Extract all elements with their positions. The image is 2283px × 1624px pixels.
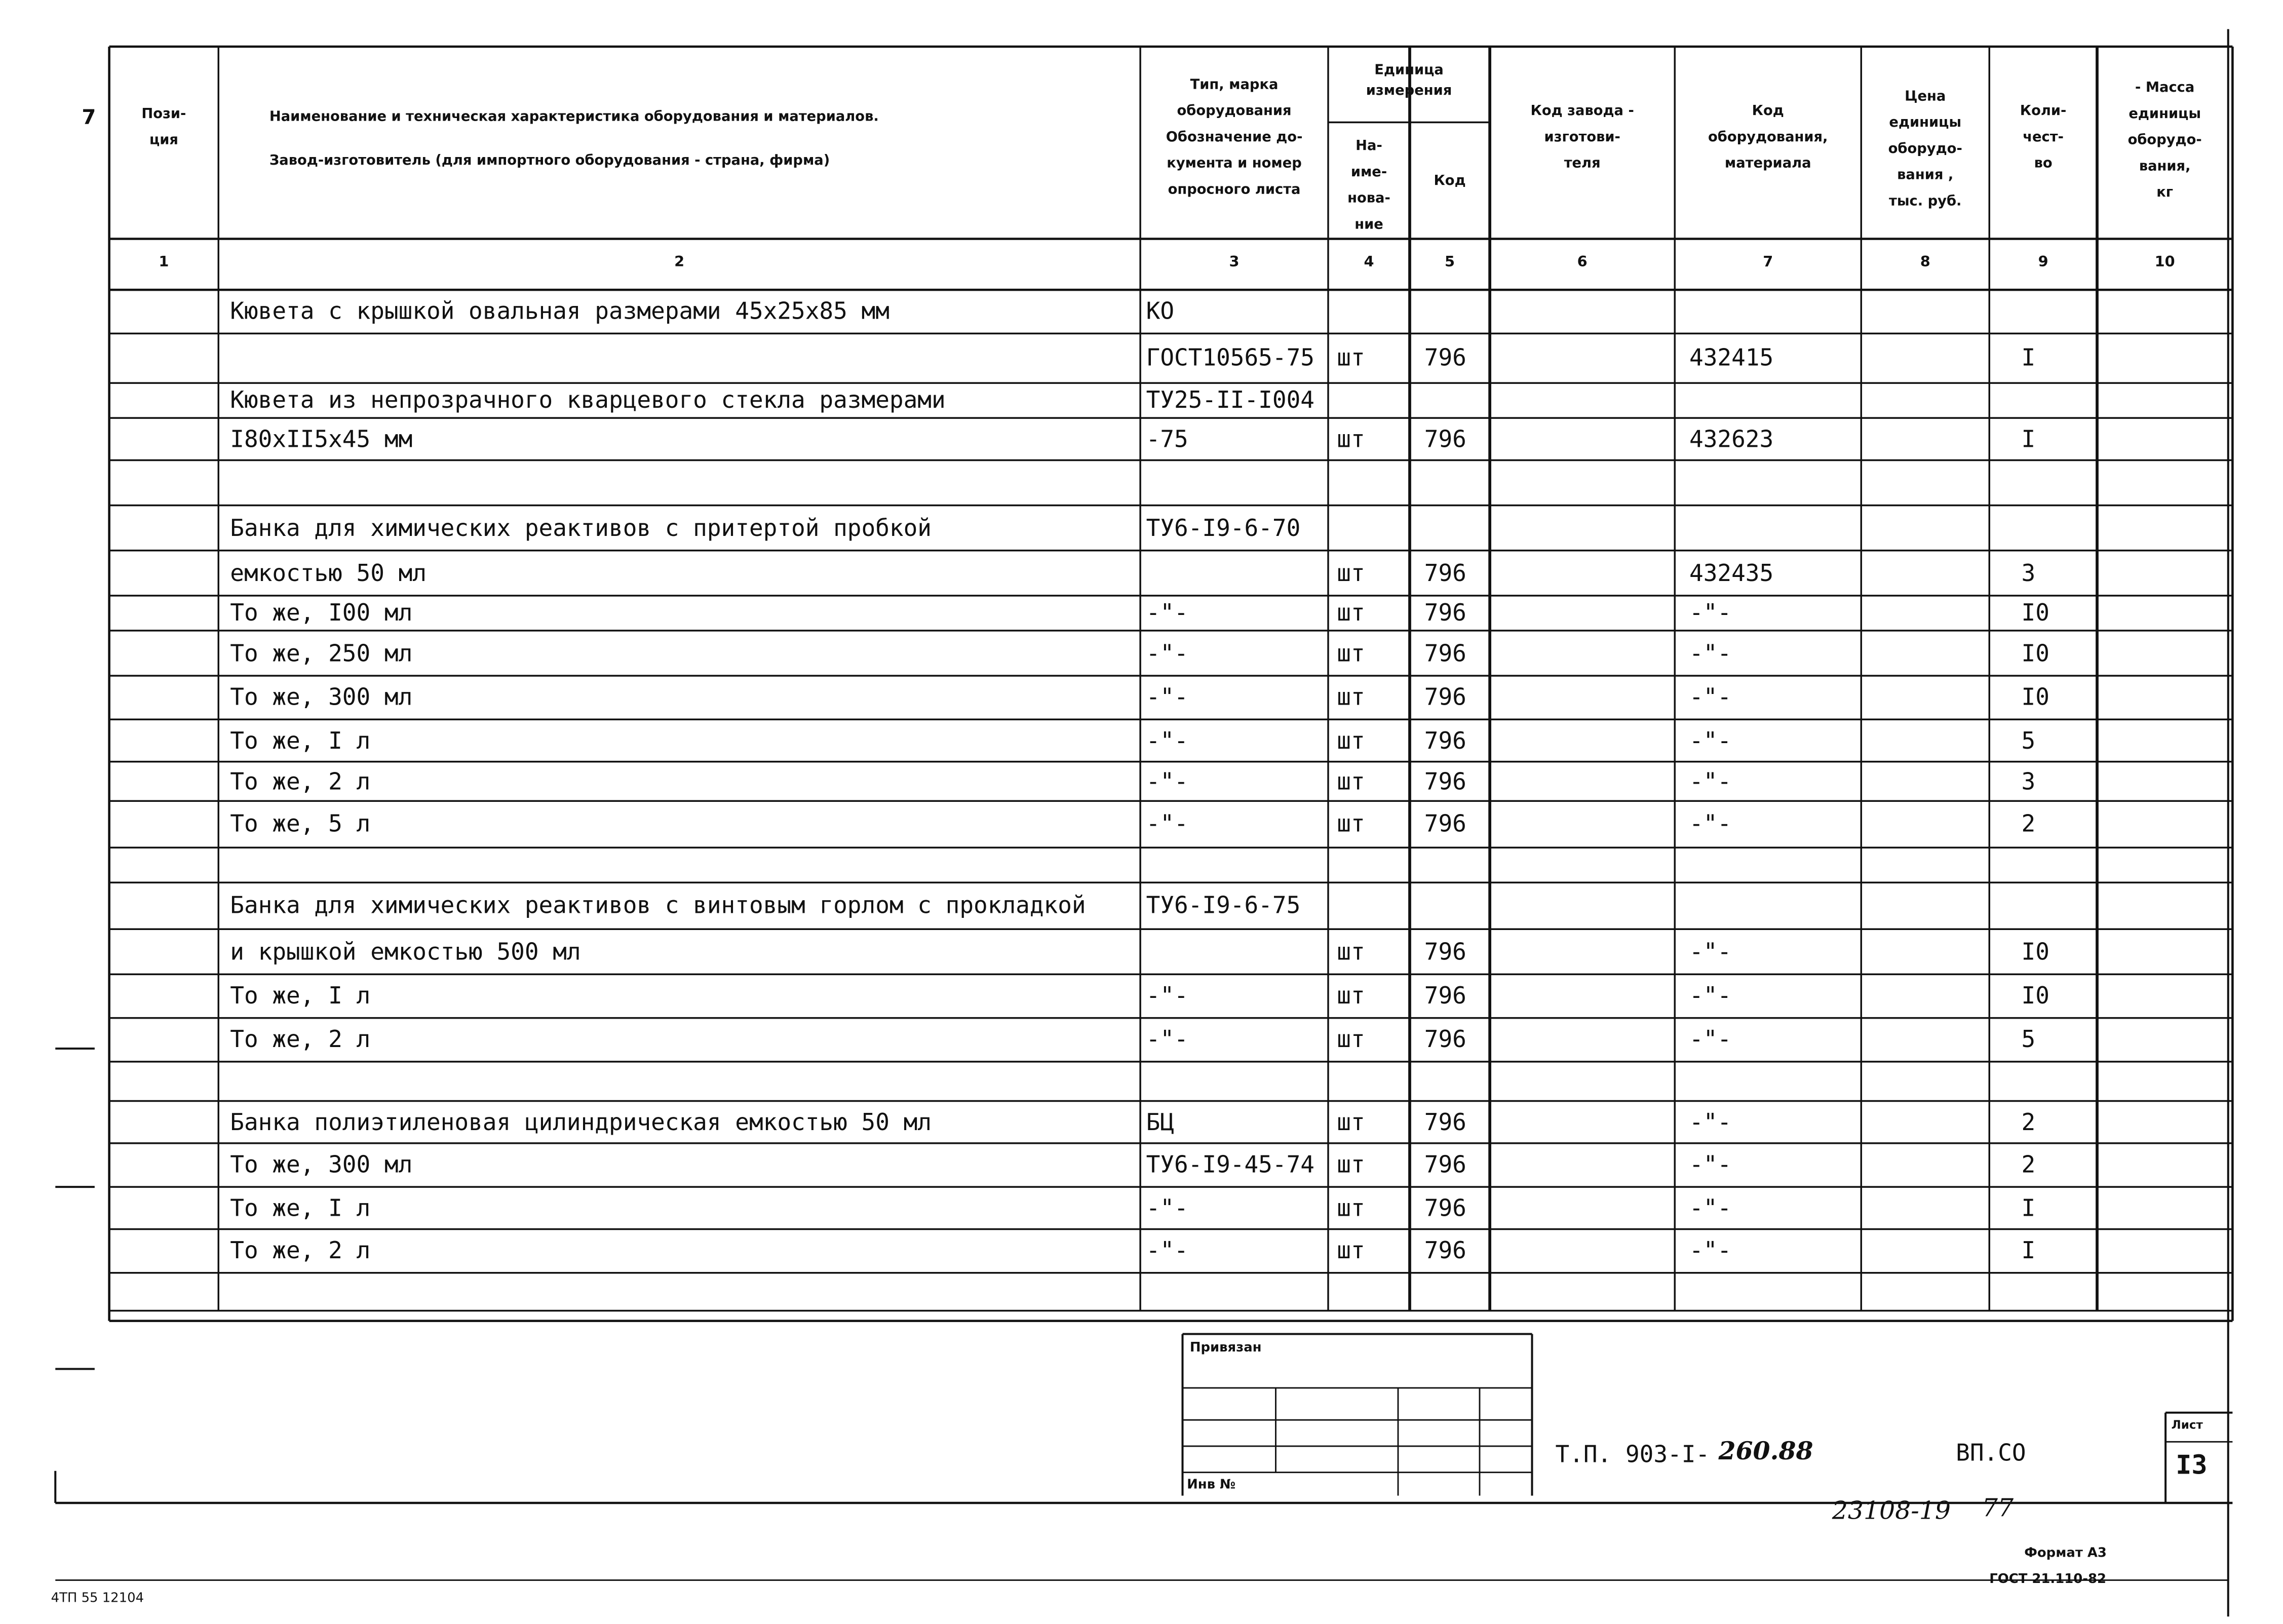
row-2-code: 796 (1424, 343, 1466, 372)
row-17-type: -"- (1146, 981, 1188, 1010)
column-header-4: На- име- нова- ние (1347, 138, 1390, 234)
column-number-10: 10 (2154, 255, 2175, 271)
row-11-type: -"- (1146, 726, 1188, 754)
row-13-mat: -"- (1689, 809, 1732, 838)
row-13-name: То же, 5 л (230, 809, 371, 838)
row-7-qty: 3 (2021, 558, 2036, 587)
doc-number-handwritten: 260.88 (1718, 1437, 1813, 1467)
row-11-unit: шт (1337, 726, 1365, 754)
row-12-unit: шт (1337, 766, 1365, 795)
row-12-name: То же, 2 л (230, 766, 371, 795)
row-10-qty: I0 (2021, 683, 2049, 711)
sheet-number: I3 (2176, 1450, 2208, 1481)
row-12-code: 796 (1424, 766, 1466, 795)
row-7-mat: 432435 (1689, 558, 1774, 587)
row-21-qty: 2 (2021, 1150, 2036, 1178)
row-8-qty: I0 (2021, 598, 2049, 627)
privyazan-label: Привязан (1189, 1341, 1262, 1356)
column-number-5: 5 (1445, 255, 1455, 271)
row-9-qty: I0 (2021, 638, 2049, 667)
row-4-code: 796 (1424, 424, 1466, 452)
row-22-type: -"- (1146, 1193, 1188, 1221)
row-2-unit: шт (1337, 343, 1365, 372)
row-11-name: То же, I л (230, 726, 371, 754)
row-22-qty: I (2021, 1193, 2036, 1221)
doc-code: ВП.СО (1956, 1439, 2026, 1467)
row-12-type: -"- (1146, 766, 1188, 795)
row-9-unit: шт (1337, 638, 1365, 667)
column-header-8: Цена единицы оборудо- вания , тыс. руб. (1888, 89, 1962, 210)
row-23-unit: шт (1337, 1236, 1365, 1264)
row-21-type: ТУ6-I9-45-74 (1146, 1150, 1314, 1178)
column-header-3: Тип, марка оборудования Обозначение до- кумента и номер опросного листа (1166, 77, 1303, 199)
row-16-name: и крышкой емкостью 500 мл (230, 937, 581, 965)
unit-group-header: Единица измерения (1366, 62, 1452, 100)
row-3-type: ТУ25-II-I004 (1146, 385, 1314, 414)
row-6-name: Банка для химических реактивов с притертой пробкой (230, 513, 932, 542)
inv-no-label: Инв № (1187, 1478, 1236, 1493)
gost-label: ГОСТ 21.110-82 (1989, 1573, 2107, 1588)
row-16-qty: I0 (2021, 937, 2049, 965)
bottom-left-code: 4ТП 55 12104 (51, 1592, 144, 1607)
row-6-type: ТУ6-I9-6-70 (1146, 513, 1301, 542)
row-10-name: То же, 300 мл (230, 683, 413, 711)
row-20-code: 796 (1424, 1107, 1466, 1136)
column-number-2: 2 (674, 255, 685, 271)
row-20-type: БЦ (1146, 1107, 1175, 1136)
row-4-name: I80хII5х45 мм (230, 424, 413, 452)
row-21-code: 796 (1424, 1150, 1466, 1178)
row-13-qty: 2 (2021, 809, 2036, 838)
row-8-name: То же, I00 мл (230, 598, 413, 627)
row-16-unit: шт (1337, 937, 1365, 965)
row-7-name: емкостью 50 мл (230, 558, 427, 587)
row-16-mat: -"- (1689, 937, 1732, 965)
column-number-1: 1 (159, 255, 169, 271)
column-number-7: 7 (1763, 255, 1773, 271)
row-13-unit: шт (1337, 809, 1365, 838)
side-mark: 7 (82, 106, 96, 130)
column-header-9: Коли- чест- во (2020, 103, 2067, 172)
row-23-name: То же, 2 л (230, 1236, 371, 1264)
sheet-label: Лист (2171, 1418, 2203, 1432)
row-17-name: То же, I л (230, 981, 371, 1010)
archive-page-handwritten: 77 (1982, 1494, 2014, 1524)
row-20-qty: 2 (2021, 1107, 2036, 1136)
row-22-name: То же, I л (230, 1193, 371, 1221)
row-9-type: -"- (1146, 638, 1188, 667)
row-23-qty: I (2021, 1236, 2036, 1264)
row-18-mat: -"- (1689, 1025, 1732, 1053)
row-13-code: 796 (1424, 809, 1466, 838)
row-18-unit: шт (1337, 1025, 1365, 1053)
row-4-mat: 432623 (1689, 424, 1774, 452)
row-11-code: 796 (1424, 726, 1466, 754)
row-17-code: 796 (1424, 981, 1466, 1010)
row-11-qty: 5 (2021, 726, 2036, 754)
column-number-9: 9 (2038, 255, 2048, 271)
row-15-type: ТУ6-I9-6-75 (1146, 891, 1301, 919)
row-23-type: -"- (1146, 1236, 1188, 1264)
row-23-mat: -"- (1689, 1236, 1732, 1264)
row-18-type: -"- (1146, 1025, 1188, 1053)
row-23-code: 796 (1424, 1236, 1466, 1264)
row-8-mat: -"- (1689, 598, 1732, 627)
row-9-code: 796 (1424, 638, 1466, 667)
row-3-name: Кювета из непрозрачного кварцевого стекла размерами (230, 385, 946, 414)
row-9-mat: -"- (1689, 638, 1732, 667)
row-10-type: -"- (1146, 683, 1188, 711)
row-1-type: КО (1146, 297, 1175, 325)
row-2-qty: I (2021, 343, 2036, 372)
archive-number-handwritten: 23108-19 (1832, 1497, 1951, 1526)
row-22-mat: -"- (1689, 1193, 1732, 1221)
row-1-name: Кювета с крышкой овальная размерами 45х25х85 мм (230, 297, 889, 325)
column-number-8: 8 (1920, 255, 1930, 271)
row-15-name: Банка для химических реактивов с винтовым горлом с прокладкой (230, 891, 1086, 919)
column-header-6: Код завода - изготови- теля (1530, 103, 1634, 172)
row-18-qty: 5 (2021, 1025, 2036, 1053)
row-7-code: 796 (1424, 558, 1466, 587)
row-21-unit: шт (1337, 1150, 1365, 1178)
column-number-4: 4 (1364, 255, 1374, 271)
row-8-type: -"- (1146, 598, 1188, 627)
row-11-mat: -"- (1689, 726, 1732, 754)
row-13-type: -"- (1146, 809, 1188, 838)
row-17-mat: -"- (1689, 981, 1732, 1010)
row-10-mat: -"- (1689, 683, 1732, 711)
row-4-qty: I (2021, 424, 2036, 452)
row-10-unit: шт (1337, 683, 1365, 711)
row-20-unit: шт (1337, 1107, 1365, 1136)
column-header-10: - Масса единицы оборудо- вания, кг (2127, 80, 2202, 202)
row-9-name: То же, 250 мл (230, 638, 413, 667)
column-header-7: Код оборудования, материала (1708, 103, 1828, 172)
row-2-type: ГОСТ10565-75 (1146, 343, 1314, 372)
column-number-3: 3 (1229, 255, 1240, 271)
format-label: Формат А3 (2024, 1546, 2107, 1561)
row-8-code: 796 (1424, 598, 1466, 627)
row-18-name: То же, 2 л (230, 1025, 371, 1053)
row-8-unit: шт (1337, 598, 1365, 627)
row-4-type: -75 (1146, 424, 1188, 452)
column-header-1: Пози- ция (141, 106, 186, 149)
row-17-qty: I0 (2021, 981, 2049, 1010)
row-10-code: 796 (1424, 683, 1466, 711)
column-header-2: Наименование и техническая характеристика оборудования и материалов. Завод-изготовитель (для импортного оборудования - страна, фирма) (269, 109, 879, 170)
row-4-unit: шт (1337, 424, 1365, 452)
doc-number-prefix: Т.П. 903-I- (1555, 1440, 1710, 1468)
row-20-name: Банка полиэтиленовая цилиндрическая емкостью 50 мл (230, 1107, 932, 1136)
row-2-mat: 432415 (1689, 343, 1774, 372)
column-number-6: 6 (1577, 255, 1588, 271)
row-22-code: 796 (1424, 1193, 1466, 1221)
row-16-code: 796 (1424, 937, 1466, 965)
row-18-code: 796 (1424, 1025, 1466, 1053)
row-22-unit: шт (1337, 1193, 1365, 1221)
row-12-qty: 3 (2021, 766, 2036, 795)
row-7-unit: шт (1337, 558, 1365, 587)
row-20-mat: -"- (1689, 1107, 1732, 1136)
row-21-mat: -"- (1689, 1150, 1732, 1178)
row-21-name: То же, 300 мл (230, 1150, 413, 1178)
row-12-mat: -"- (1689, 766, 1732, 795)
column-header-5: Код (1434, 173, 1466, 189)
row-17-unit: шт (1337, 981, 1365, 1010)
